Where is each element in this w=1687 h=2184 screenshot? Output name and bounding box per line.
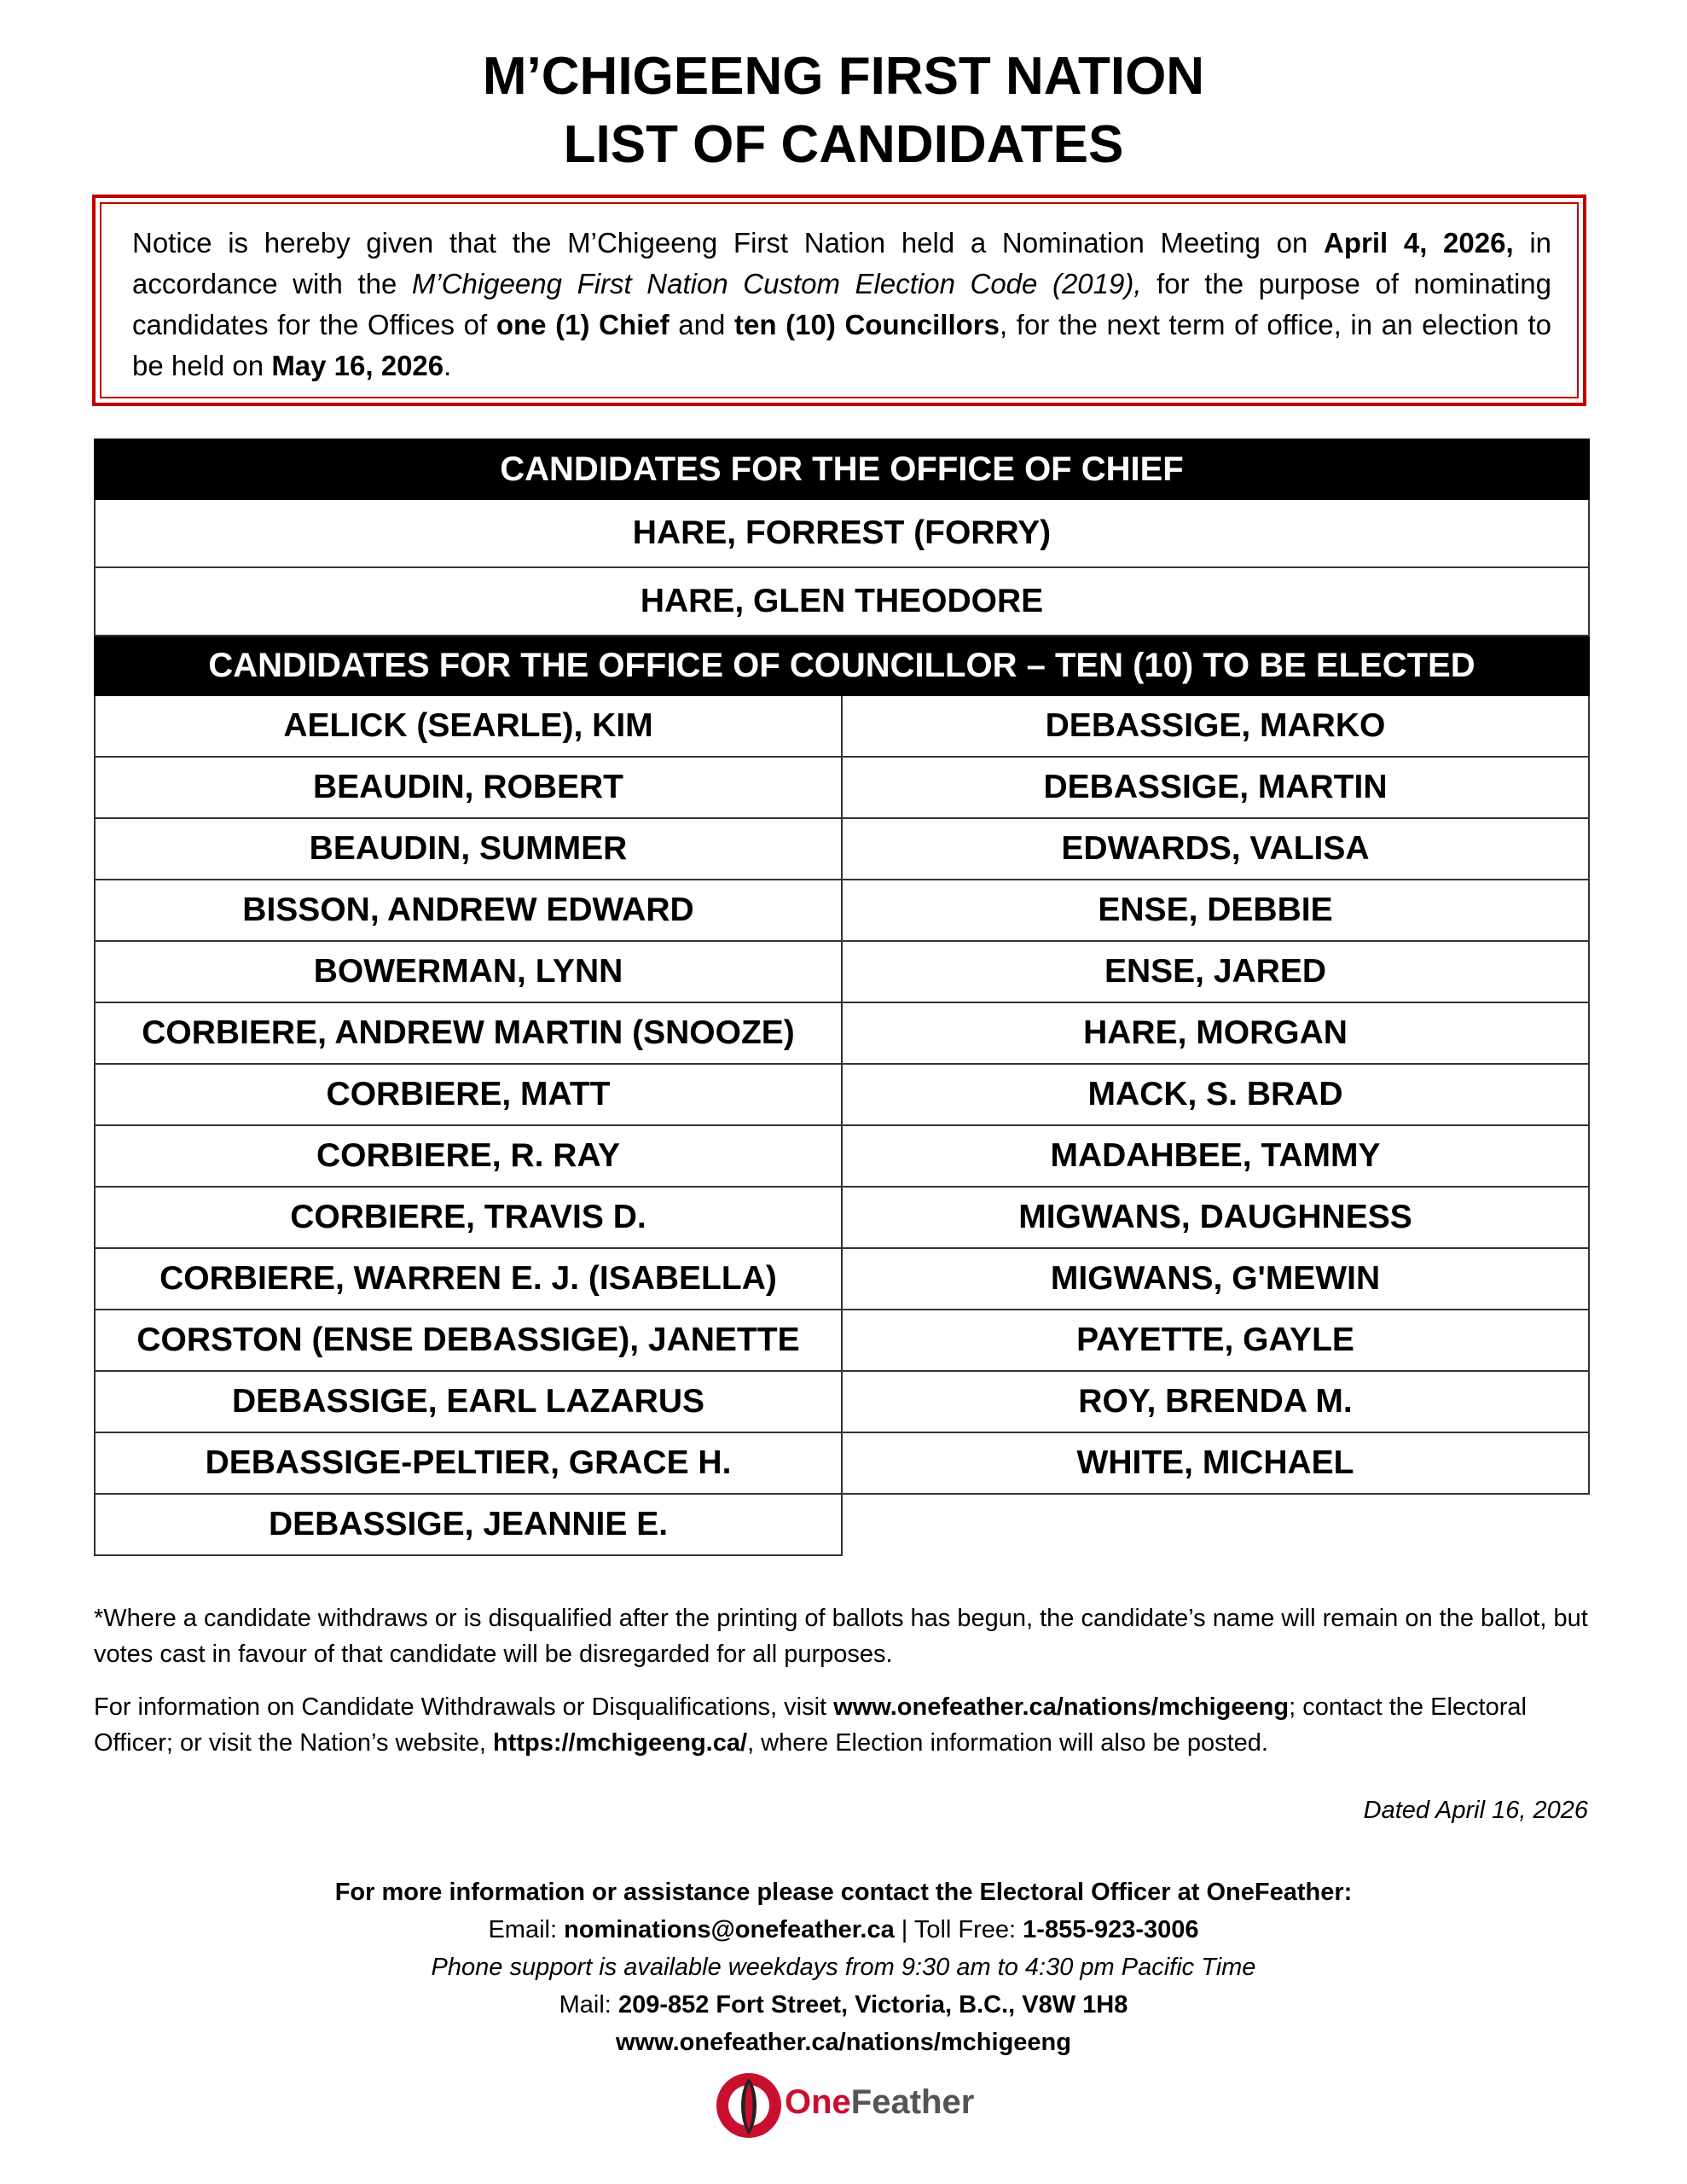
councillor-header: CANDIDATES FOR THE OFFICE OF COUNCILLOR – TEN (10) TO BE ELECTED: [95, 636, 1589, 695]
notice-meeting-date: April 4, 2026,: [1324, 227, 1514, 258]
councillor-candidate: DEBASSIGE, MARKO: [842, 695, 1589, 757]
councillor-candidate: PAYETTE, GAYLE: [842, 1310, 1589, 1371]
notice-councillor-count: ten (10) Councillors: [734, 309, 1000, 340]
contact-email-phone: [0, 1911, 1687, 1949]
notice-code-name: M’Chigeeng First Nation Custom Election Code (2019),: [411, 268, 1142, 299]
email-label: Email:: [488, 1916, 565, 1943]
councillor-candidate: EDWARDS, VALISA: [842, 818, 1589, 880]
table-row: [95, 1371, 1589, 1432]
candidates-table: [94, 439, 1590, 1556]
chief-candidate: HARE, GLEN THEODORE: [95, 567, 1589, 636]
councillor-candidate: CORSTON (ENSE DEBASSIGE), JANETTE: [95, 1310, 842, 1371]
nation-website-link[interactable]: https://mchigeeng.ca/: [492, 1729, 748, 1757]
councillor-candidate: BISSON, ANDREW EDWARD: [95, 880, 842, 941]
councillor-candidate: DEBASSIGE, JEANNIE E.: [95, 1494, 842, 1555]
footnote-info: [94, 1689, 1588, 1761]
table-row: [95, 818, 1589, 880]
table-row: [95, 1432, 1589, 1494]
councillor-candidate: BEAUDIN, ROBERT: [95, 757, 842, 818]
phone-number[interactable]: 1-855-923-3006: [1023, 1916, 1199, 1943]
councillor-candidate: CORBIERE, R. RAY: [95, 1125, 842, 1187]
councillor-candidate: MIGWANS, G'MEWIN: [842, 1248, 1589, 1310]
table-row: [95, 757, 1589, 818]
contact-website-link[interactable]: www.onefeather.ca/nations/mchigeeng: [616, 2029, 1071, 2056]
title-nation: M’CHIGEENG FIRST NATION: [482, 47, 1205, 106]
table-row: [95, 1310, 1589, 1371]
councillor-candidate: MIGWANS, DAUGHNESS: [842, 1187, 1589, 1248]
councillor-candidate: CORBIERE, WARREN E. J. (ISABELLA): [95, 1248, 842, 1310]
mail-address: 209-852 Fort Street, Victoria, B.C., V8W 1H8: [617, 1991, 1128, 2018]
table-row: [95, 636, 1589, 695]
councillor-candidate: BOWERMAN, LYNN: [95, 941, 842, 1002]
councillor-candidate: ENSE, DEBBIE: [842, 880, 1589, 941]
councillor-candidate: ENSE, JARED: [842, 941, 1589, 1002]
councillor-candidate: CORBIERE, ANDREW MARTIN (SNOOZE): [95, 1002, 842, 1064]
notice-election-date: May 16, 2026: [271, 350, 444, 381]
footnote-text-part: , where Election information will also be posted.: [747, 1729, 1268, 1757]
councillor-candidate: MADAHBEE, TAMMY: [842, 1125, 1589, 1187]
councillor-candidate: AELICK (SEARLE), KIM: [95, 695, 842, 757]
logo-text-feather: Feather: [850, 2083, 975, 2121]
notice-text-part: Notice is hereby given that the M’Chigeeng First Nation held a Nomination Meeting on: [132, 227, 1324, 258]
table-row: [95, 880, 1589, 941]
contact-block: [0, 1873, 1687, 2061]
councillor-candidate: MACK, S. BRAD: [842, 1064, 1589, 1125]
notice-text-part: in accordance with the: [132, 227, 1552, 299]
table-row: [95, 439, 1589, 499]
toll-free-label: | Toll Free:: [894, 1916, 1023, 1943]
dated-line: Dated April 16, 2026: [1363, 1797, 1588, 1824]
councillor-candidate: BEAUDIN, SUMMER: [95, 818, 842, 880]
phone-hours: Phone support is available weekdays from 9:30 am to 4:30 pm Pacific Time: [431, 1954, 1256, 1981]
notice-text-part: for the purpose of nominating candidates for the Offices of: [132, 268, 1551, 340]
councillor-candidate: DEBASSIGE-PELTIER, GRACE H.: [95, 1432, 842, 1494]
notice-text-part: and: [669, 309, 734, 340]
table-row: [95, 1248, 1589, 1310]
onefeather-logo-text: [785, 2083, 974, 2122]
logo-text-one: One: [785, 2083, 851, 2121]
footnote-withdrawal: *Where a candidate withdraws or is disqualified after the printing of ballots has begun, the candidate’s name will remain on the ballot, but votes cast in favour of that candidate will be disregarded for all purposes.: [94, 1605, 1588, 1668]
mail-label: Mail:: [559, 1991, 618, 2018]
table-row: [95, 1125, 1589, 1187]
notice-text-part: .: [443, 350, 452, 381]
email-link[interactable]: nominations@onefeather.ca: [564, 1916, 895, 1943]
councillor-candidate: CORBIERE, TRAVIS D.: [95, 1187, 842, 1248]
title-list: LIST OF CANDIDATES: [563, 115, 1124, 174]
chief-header: CANDIDATES FOR THE OFFICE OF CHIEF: [95, 439, 1589, 499]
notice-text: [100, 202, 1579, 398]
table-row: [95, 941, 1589, 1002]
footnote-text-part: ; contact the Electoral Officer; or visit the Nation’s website,: [94, 1693, 1527, 1757]
table-row: [95, 567, 1589, 636]
table-row: [95, 1002, 1589, 1064]
councillor-candidate: DEBASSIGE, MARTIN: [842, 757, 1589, 818]
councillor-candidate: ROY, BRENDA M.: [842, 1371, 1589, 1432]
chief-candidate: HARE, FORREST (FORRY): [95, 499, 1589, 567]
footnote-text-part: For information on Candidate Withdrawals or Disqualifications, visit: [94, 1693, 834, 1721]
notice-chief-count: one (1) Chief: [496, 309, 670, 340]
mail-address-line: [0, 1986, 1687, 2024]
table-row: [95, 1187, 1589, 1248]
table-row: [95, 1494, 1589, 1555]
councillor-candidate: HARE, MORGAN: [842, 1002, 1589, 1064]
onefeather-link[interactable]: www.onefeather.ca/nations/mchigeeng: [833, 1693, 1290, 1721]
councillor-candidate: WHITE, MICHAEL: [842, 1432, 1589, 1494]
notice-text-part: , for the next term of office, in an election to be held on: [132, 309, 1551, 381]
councillor-candidate: CORBIERE, MATT: [95, 1064, 842, 1125]
notice-box: [92, 195, 1586, 406]
table-row: [95, 499, 1589, 567]
table-row: [95, 695, 1589, 757]
councillor-candidate: DEBASSIGE, EARL LAZARUS: [95, 1371, 842, 1432]
table-row: [95, 1064, 1589, 1125]
contact-heading: For more information or assistance please contact the Electoral Officer at OneFeather:: [334, 1879, 1353, 1906]
empty-cell: [842, 1494, 1589, 1555]
